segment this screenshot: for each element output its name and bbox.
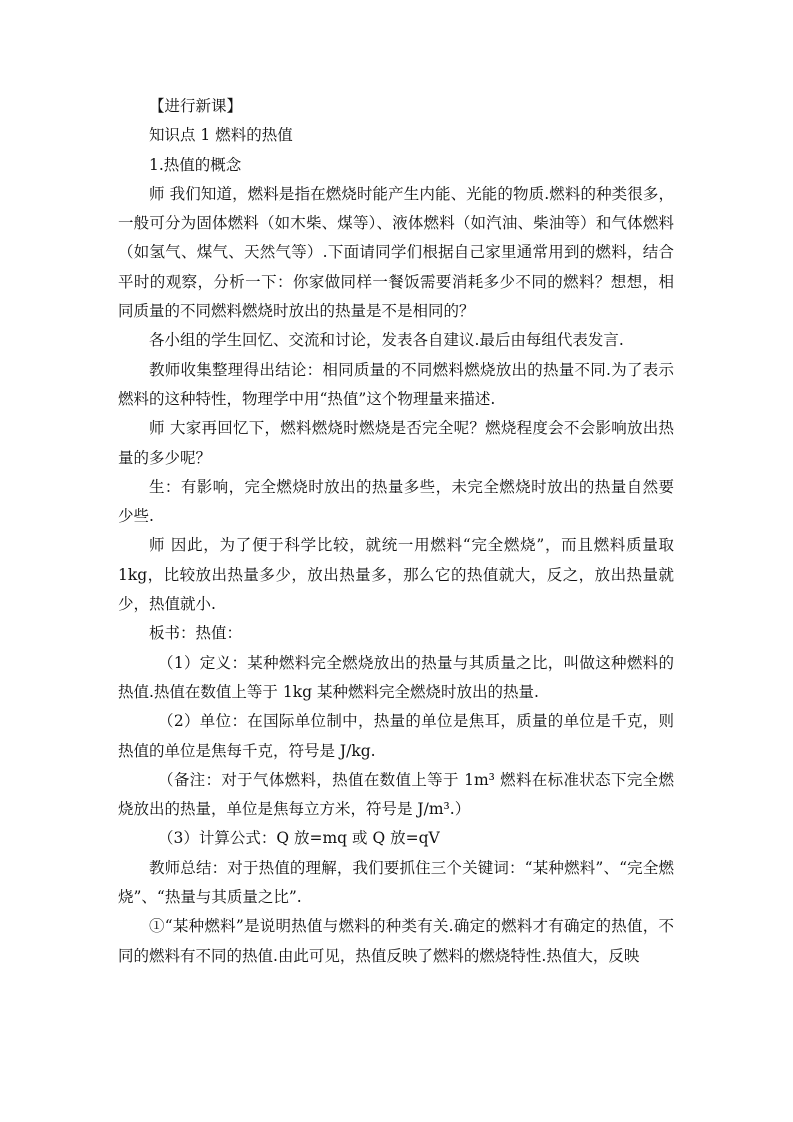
paragraph: 教师总结：对于热值的理解，我们要抓住三个关键词：“某种燃料”、“完全燃烧”、“热量与其质量之比”. <box>118 858 674 907</box>
knowledge-point-title: 知识点 1 燃料的热值 <box>149 126 293 145</box>
definition-item: （1）定义：某种燃料完全燃烧放出的热量与其质量之比，叫做这种燃料的热值.热值在数值上等于 1kg 某种燃料完全燃烧时放出的热量. <box>118 653 674 701</box>
paragraph: 各小组的学生回忆、交流和讨论，发表各自建议.最后由每组代表发言. <box>149 331 624 350</box>
subsection-title: 1.热值的概念 <box>149 155 242 174</box>
document-body <box>118 92 674 971</box>
paragraph: 板书：热值： <box>149 624 243 643</box>
paragraph: 生：有影响，完全燃烧时放出的热量多些，未完全燃烧时放出的热量自然要少些. <box>118 477 674 526</box>
paragraph: 师 我们知道，燃料是指在燃烧时能产生内能、光能的物质.燃料的种类很多，一般可分为固体燃料（如木柴、煤等）、液体燃料（如汽油、柴油等）和气体燃料（如氢气、煤气、天然气等）.下面请同学们根据自己家里通常用到的燃料，结合平时的观察，分析一下：你家做同样一餐饭需要消耗多少不同的燃料？想想，相同质量的不同燃料燃烧时放出的热量是不是相同的？ <box>118 184 674 321</box>
formula-item: （3）计算公式：Q 放=mq 或 Q 放=qV <box>158 829 440 848</box>
paragraph: 师 大家再回忆下，燃料燃烧时燃烧是否完全呢？燃烧程度会不会影响放出热量的多少呢？ <box>118 419 674 467</box>
unit-item: （2）单位：在国际单位制中，热量的单位是焦耳，质量的单位是千克，则热值的单位是焦每千克，符号是 J/kg. <box>118 712 674 760</box>
paragraph: 教师收集整理得出结论：相同质量的不同燃料燃烧放出的热量不同.为了表示燃料的这种特性，物理学中用“热值”这个物理量来描述. <box>118 360 674 408</box>
paragraph: ①“某种燃料”是说明热值与燃料的种类有关.确定的燃料才有确定的热值，不同的燃料有不同的热值.由此可见，热值反映了燃料的燃烧特性.热值大，反映 <box>118 917 674 965</box>
note-item: （备注：对于气体燃料，热值在数值上等于 1m³ 燃料在标准状态下完全燃烧放出的热量，单位是焦每立方米，符号是 J/m³.） <box>118 770 674 819</box>
section-heading: 【进行新课】 <box>149 97 243 115</box>
paragraph: 师 因此，为了便于科学比较，就统一用燃料“完全燃烧”，而且燃料质量取1kg，比较放出热量多少，放出热量多，那么它的热值就大，反之，放出热量就少，热值就小. <box>118 536 674 614</box>
